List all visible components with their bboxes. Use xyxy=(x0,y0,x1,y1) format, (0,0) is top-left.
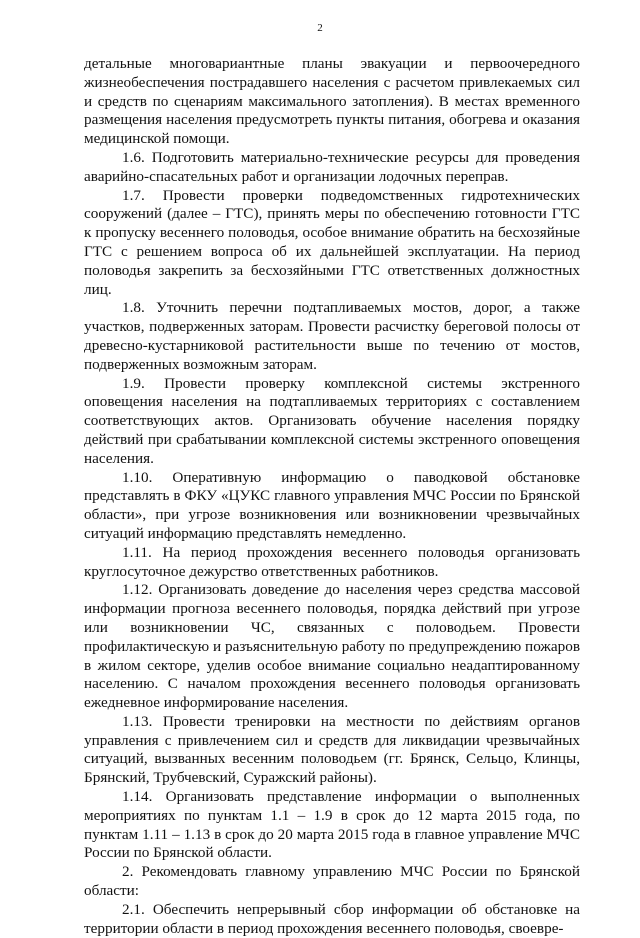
paragraph-evacuation-plans-continuation: детальные многовариантные планы эвакуации и первоочередного жизнеобеспечения пострадавшего населения с расчетом привлекаемых сил и средств по сценариям максимального затопления). В местах временного размещения населения предусмотреть пункты питания, обогрева и оказания медицинской помощи. xyxy=(84,55,580,148)
page-number: 2 xyxy=(317,22,323,34)
paragraph-1-13: 1.13. Провести тренировки на местности по действиям органов управления с привлечением сил и средств для ликвидации чрезвычайных ситуаций, вызванных весенним половодьем (гг. Брянск, Сельцо, Клинцы, Брянский, Трубчевский, Суражский районы). xyxy=(84,712,580,787)
paragraph-1-14: 1.14. Организовать представление информации о выполненных мероприятиях по пунктам 1.1 – 1.9 в срок до 12 марта 2015 года, по пунктам 1.11 – 1.13 в срок до 20 марта 2015 года в главное управление МЧС России по Брянской области. xyxy=(84,788,580,862)
document-body xyxy=(84,55,580,938)
paragraph-1-8: 1.8. Уточнить перечни подтапливаемых мостов, дорог, а также участков, подверженных заторам. Провести расчистку береговой полосы от древесно-кустарниковой растительности выше по течению от мостов, подверженных возможным заторам. xyxy=(84,299,580,373)
paragraph-1-7: 1.7. Провести проверки подведомственных гидротехнических сооружений (далее – ГТС), принять меры по обеспечению готовности ГТС к пропуску весеннего половодья, особое внимание обратить на бесхозяйные ГТС с решением вопроса об их дальнейшей эксплуатации. На период половодья закрепить за бесхозяйными ГТС ответственных должностных лиц. xyxy=(84,186,580,298)
paragraph-1-6: 1.6. Подготовить материально-технические ресурсы для проведения аварийно-спасательных работ и организации лодочных переправ. xyxy=(84,148,580,185)
paragraph-1-12: 1.12. Организовать доведение до населения через средства массовой информации прогноза весеннего половодья, порядка действий при угрозе или возникновении ЧС, связанных с половодьем. Провести профилактическую и разъяснительную работу по предупреждению пожаров в жилом секторе, уделив особое внимание социально неадаптированному населению. С началом прохождения весеннего половодья организовать ежедневное информирование населения. xyxy=(84,581,580,712)
paragraph-1-9: 1.9. Провести проверку комплексной системы экстренного оповещения населения на подтапливаемых территориях с составлением соответствующих актов. Организовать обучение населения порядку действий при срабатывании комплексной системы экстренного оповещения населения. xyxy=(84,374,580,467)
paragraph-1-11: 1.11. На период прохождения весеннего половодья организовать круглосуточное дежурство ответственных работников. xyxy=(84,543,580,580)
paragraph-2-1: 2.1. Обеспечить непрерывный сбор информации об обстановке на территории области в период прохождения весеннего половодья, своевре- xyxy=(84,900,580,937)
paragraph-1-10: 1.10. Оперативную информацию о паводковой обстановке представлять в ФКУ «ЦУКС главного управления МЧС России по Брянской области», при угрозе возникновения или возникновении чрезвычайных ситуаций информацию представлять немедленно. xyxy=(84,468,580,542)
paragraph-2: 2. Рекомендовать главному управлению МЧС России по Брянской области: xyxy=(84,863,580,900)
